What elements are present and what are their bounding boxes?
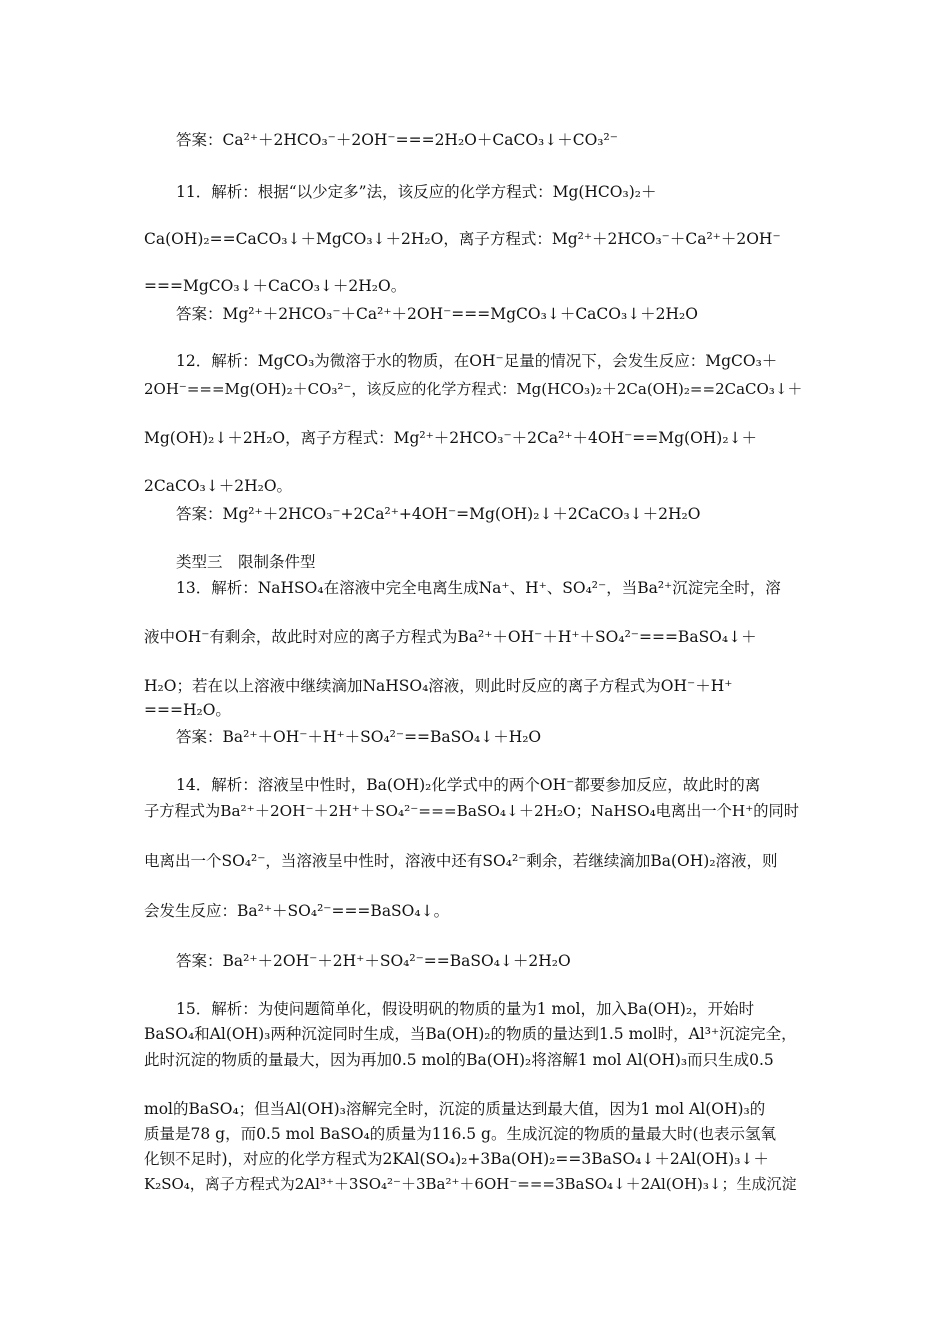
- solution-11-line-2: Ca(OH)₂==CaCO₃↓＋MgCO₃↓＋2H₂O，离子方程式：Mg²⁺＋2HCO₃⁻＋Ca²⁺＋2OH⁻: [144, 230, 781, 248]
- solution-15-line-6: 化钡不足时)，对应的化学方程式为2KAl(SO₄)₂+3Ba(OH)₂==3BaSO₄↓＋2Al(OH)₃↓＋: [144, 1150, 769, 1168]
- solution-12-line-3: Mg(OH)₂↓＋2H₂O，离子方程式：Mg²⁺＋2HCO₃⁻＋2Ca²⁺＋4OH⁻==Mg(OH)₂↓＋: [144, 429, 758, 447]
- solution-14-line-2: 子方程式为Ba²⁺＋2OH⁻＋2H⁺＋SO₄²⁻===BaSO₄↓＋2H₂O；NaHSO₄电离出一个H⁺的同时: [144, 802, 800, 820]
- solution-12-line-2: 2OH⁻===Mg(OH)₂＋CO₃²⁻，该反应的化学方程式：Mg(HCO₃)₂＋2Ca(OH)₂==2CaCO₃↓＋: [144, 380, 803, 398]
- solution-15-line-3: 此时沉淀的物质的量最大，因为再加0.5 mol的Ba(OH)₂将溶解1 mol Al(OH)₃而只生成0.5: [144, 1051, 774, 1069]
- answer-12: 答案：Mg²⁺＋2HCO₃⁻+2Ca²⁺+4OH⁻=Mg(OH)₂↓＋2CaCO₃↓＋2H₂O: [176, 505, 701, 523]
- solution-15-line-7: K₂SO₄，离子方程式为2Al³⁺＋3SO₄²⁻＋3Ba²⁺＋6OH⁻===3BaSO₄↓＋2Al(OH)₃↓；生成沉淀: [144, 1175, 797, 1193]
- solution-13-line-3: H₂O；若在以上溶液中继续滴加NaHSO₄溶液，则此时反应的离子方程式为OH⁻＋H⁺: [144, 677, 733, 695]
- section-heading: 类型三 限制条件型: [176, 553, 316, 571]
- solution-12-line-4: 2CaCO₃↓＋2H₂O。: [144, 477, 293, 495]
- solution-14-line-3: 电离出一个SO₄²⁻，当溶液呈中性时，溶液中还有SO₄²⁻剩余，若继续滴加Ba(OH)₂溶液，则: [144, 852, 778, 870]
- solution-15-line-2: BaSO₄和Al(OH)₃两种沉淀同时生成，当Ba(OH)₂的物质的量达到1.5 mol时，Al³⁺沉淀完全，: [144, 1025, 797, 1043]
- solution-12-line-1: 12．解析：MgCO₃为微溶于水的物质，在OH⁻足量的情况下，会发生反应：MgCO₃＋: [176, 352, 778, 370]
- solution-15-line-1: 15．解析：为使问题简单化，假设明矾的物质的量为1 mol，加入Ba(OH)₂，开始时: [176, 1000, 755, 1018]
- solution-15-line-5: 质量是78 g，而0.5 mol BaSO₄的质量为116.5 g。生成沉淀的物质的量最大时(也表示氢氧: [144, 1125, 777, 1143]
- answer-13: 答案：Ba²⁺＋OH⁻＋H⁺＋SO₄²⁻==BaSO₄↓＋H₂O: [176, 728, 542, 746]
- solution-13-line-2: 液中OH⁻有剩余，故此时对应的离子方程式为Ba²⁺＋OH⁻＋H⁺＋SO₄²⁻===BaSO₄↓＋: [144, 628, 757, 646]
- solution-11-line-1: 11．解析：根据“以少定多”法，该反应的化学方程式：Mg(HCO₃)₂＋: [176, 183, 657, 201]
- solution-13-line-4: ===H₂O。: [144, 701, 231, 719]
- solution-11-line-3: ===MgCO₃↓＋CaCO₃↓＋2H₂O。: [144, 277, 407, 295]
- solution-14-line-4: 会发生反应：Ba²⁺＋SO₄²⁻===BaSO₄↓。: [144, 902, 450, 920]
- solution-14-line-1: 14．解析：溶液呈中性时，Ba(OH)₂化学式中的两个OH⁻都要参加反应，故此时的离: [176, 776, 761, 794]
- solution-13-line-1: 13．解析：NaHSO₄在溶液中完全电离生成Na⁺、H⁺、SO₄²⁻，当Ba²⁺沉淀完全时，溶: [176, 579, 781, 597]
- answer-14: 答案：Ba²⁺＋2OH⁻＋2H⁺＋SO₄²⁻==BaSO₄↓＋2H₂O: [176, 952, 571, 970]
- answer-10: 答案：Ca²⁺＋2HCO₃⁻＋2OH⁻===2H₂O＋CaCO₃↓＋CO₃²⁻: [176, 131, 618, 149]
- solution-15-line-4: mol的BaSO₄；但当Al(OH)₃溶解完全时，沉淀的质量达到最大值，因为1 mol Al(OH)₃的: [144, 1100, 766, 1118]
- answer-11: 答案：Mg²⁺＋2HCO₃⁻＋Ca²⁺＋2OH⁻===MgCO₃↓＋CaCO₃↓＋2H₂O: [176, 305, 698, 323]
